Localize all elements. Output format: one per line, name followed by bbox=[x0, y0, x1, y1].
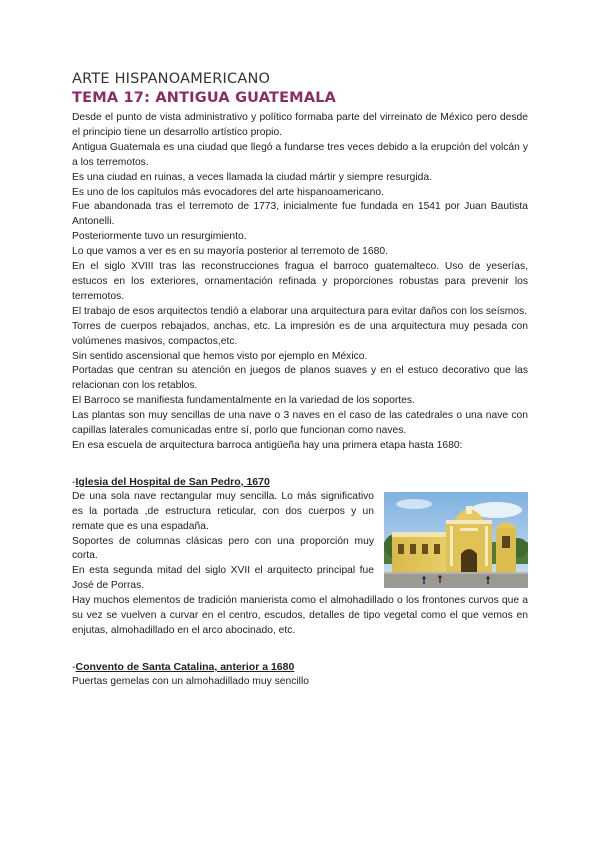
paragraph: Torres de cuerpos rebajados, anchas, etc. La impresión es de una arquitectura muy pesada con volúmenes masivos, compactos,etc. bbox=[72, 320, 528, 347]
paragraph: Las plantas son muy sencillas de una nave o 3 naves en el caso de las catedrales o una nave con capillas laterales comunicadas entre sí, porlo que funcionan como naves. bbox=[72, 410, 528, 437]
heading-dash: - bbox=[72, 475, 76, 488]
paragraph: Puertas gemelas con un almohadillado muy sencillo bbox=[72, 675, 309, 687]
heading-text: Iglesia del Hospital de San Pedro, 1670 bbox=[75, 475, 270, 488]
paragraph: En esa escuela de arquitectura barroca antigüeña hay una primera etapa hasta 1680: bbox=[72, 439, 463, 451]
paragraph: Hay muchos elementos de tradición manierista como el almohadillado o los frontones curvos que a su vez se vuelven a curvar en el centro, escudos, detalles de tipo vegetal como el que vemos en enjutas, almohadillado en el arco abocinado, etc. bbox=[72, 595, 528, 636]
paragraph: Soportes de columnas clásicas pero con una proporción muy corta. bbox=[72, 535, 374, 562]
paragraph: Desde el punto de vista administrativo y político formaba parte del virreinato de México pero desde el principio tiene un desarrollo artístico propio. bbox=[72, 112, 528, 138]
church-illustration bbox=[384, 492, 528, 588]
church-photo bbox=[384, 492, 528, 588]
document-page bbox=[72, 70, 528, 690]
paragraph: Es uno de los capítulos más evocadores del arte hispanoamericano. bbox=[72, 186, 384, 198]
heading-dash: - bbox=[72, 660, 76, 673]
paragraph: Es una ciudad en ruinas, a veces llamada la ciudad mártir y siempre resurgida. bbox=[72, 171, 432, 183]
topic-title: TEMA 17: ANTIGUA GUATEMALA bbox=[72, 90, 337, 106]
paragraph: Portadas que centran su atención en juegos de planos suaves y en el estuco decorativo que las relacionan con los retablos. bbox=[72, 365, 528, 392]
paragraph: En el siglo XVIII tras las reconstrucciones fragua el barroco guatemalteco. Uso de yeserías, estucos en los exteriores, ornamentación refinada y proporciones robustas para prevenir los terremotos. bbox=[72, 261, 528, 302]
paragraph: De una sola nave rectangular muy sencilla. Lo más significativo es la portada ,de estructura reticular, con dos cuerpos y un remate que es una espadaña. bbox=[72, 490, 374, 532]
paragraph: El trabajo de esos arquitectos tendió a elaborar una arquitectura para evitar daños con los seísmos. bbox=[72, 305, 528, 317]
paragraph: El Barroco se manifiesta fundamentalmente en la variedad de los soportes. bbox=[72, 395, 415, 407]
section-body-santa-catalina bbox=[72, 675, 528, 690]
paragraph: En esta segunda mitad del siglo XVII el arquitecto principal fue José de Porras. bbox=[72, 565, 374, 592]
paragraph: Antigua Guatemala es una ciudad que llegó a fundarse tres veces debido a la erupción del volcán y a los terremotos. bbox=[72, 141, 528, 168]
paragraph: Fue abandonada tras el terremoto de 1773, inicialmente fue fundada en 1541 por Juan Bautista Antonelli. bbox=[72, 201, 528, 228]
paragraph: Lo que vamos a ver es en su mayoría posterior al terremoto de 1680. bbox=[72, 246, 388, 258]
section-heading-santa-catalina bbox=[72, 660, 528, 675]
paragraph: Sin sentido ascensional que hemos visto por ejemplo en México. bbox=[72, 350, 368, 362]
section-body-san-pedro bbox=[72, 490, 528, 639]
course-title: ARTE HISPANOAMERICANO bbox=[72, 71, 271, 87]
paragraph: Posteriormente tuvo un resurgimiento. bbox=[72, 231, 247, 243]
intro-text bbox=[72, 111, 528, 454]
heading-text: Convento de Santa Catalina, anterior a 1680 bbox=[75, 660, 295, 673]
section-heading-san-pedro bbox=[72, 475, 528, 490]
